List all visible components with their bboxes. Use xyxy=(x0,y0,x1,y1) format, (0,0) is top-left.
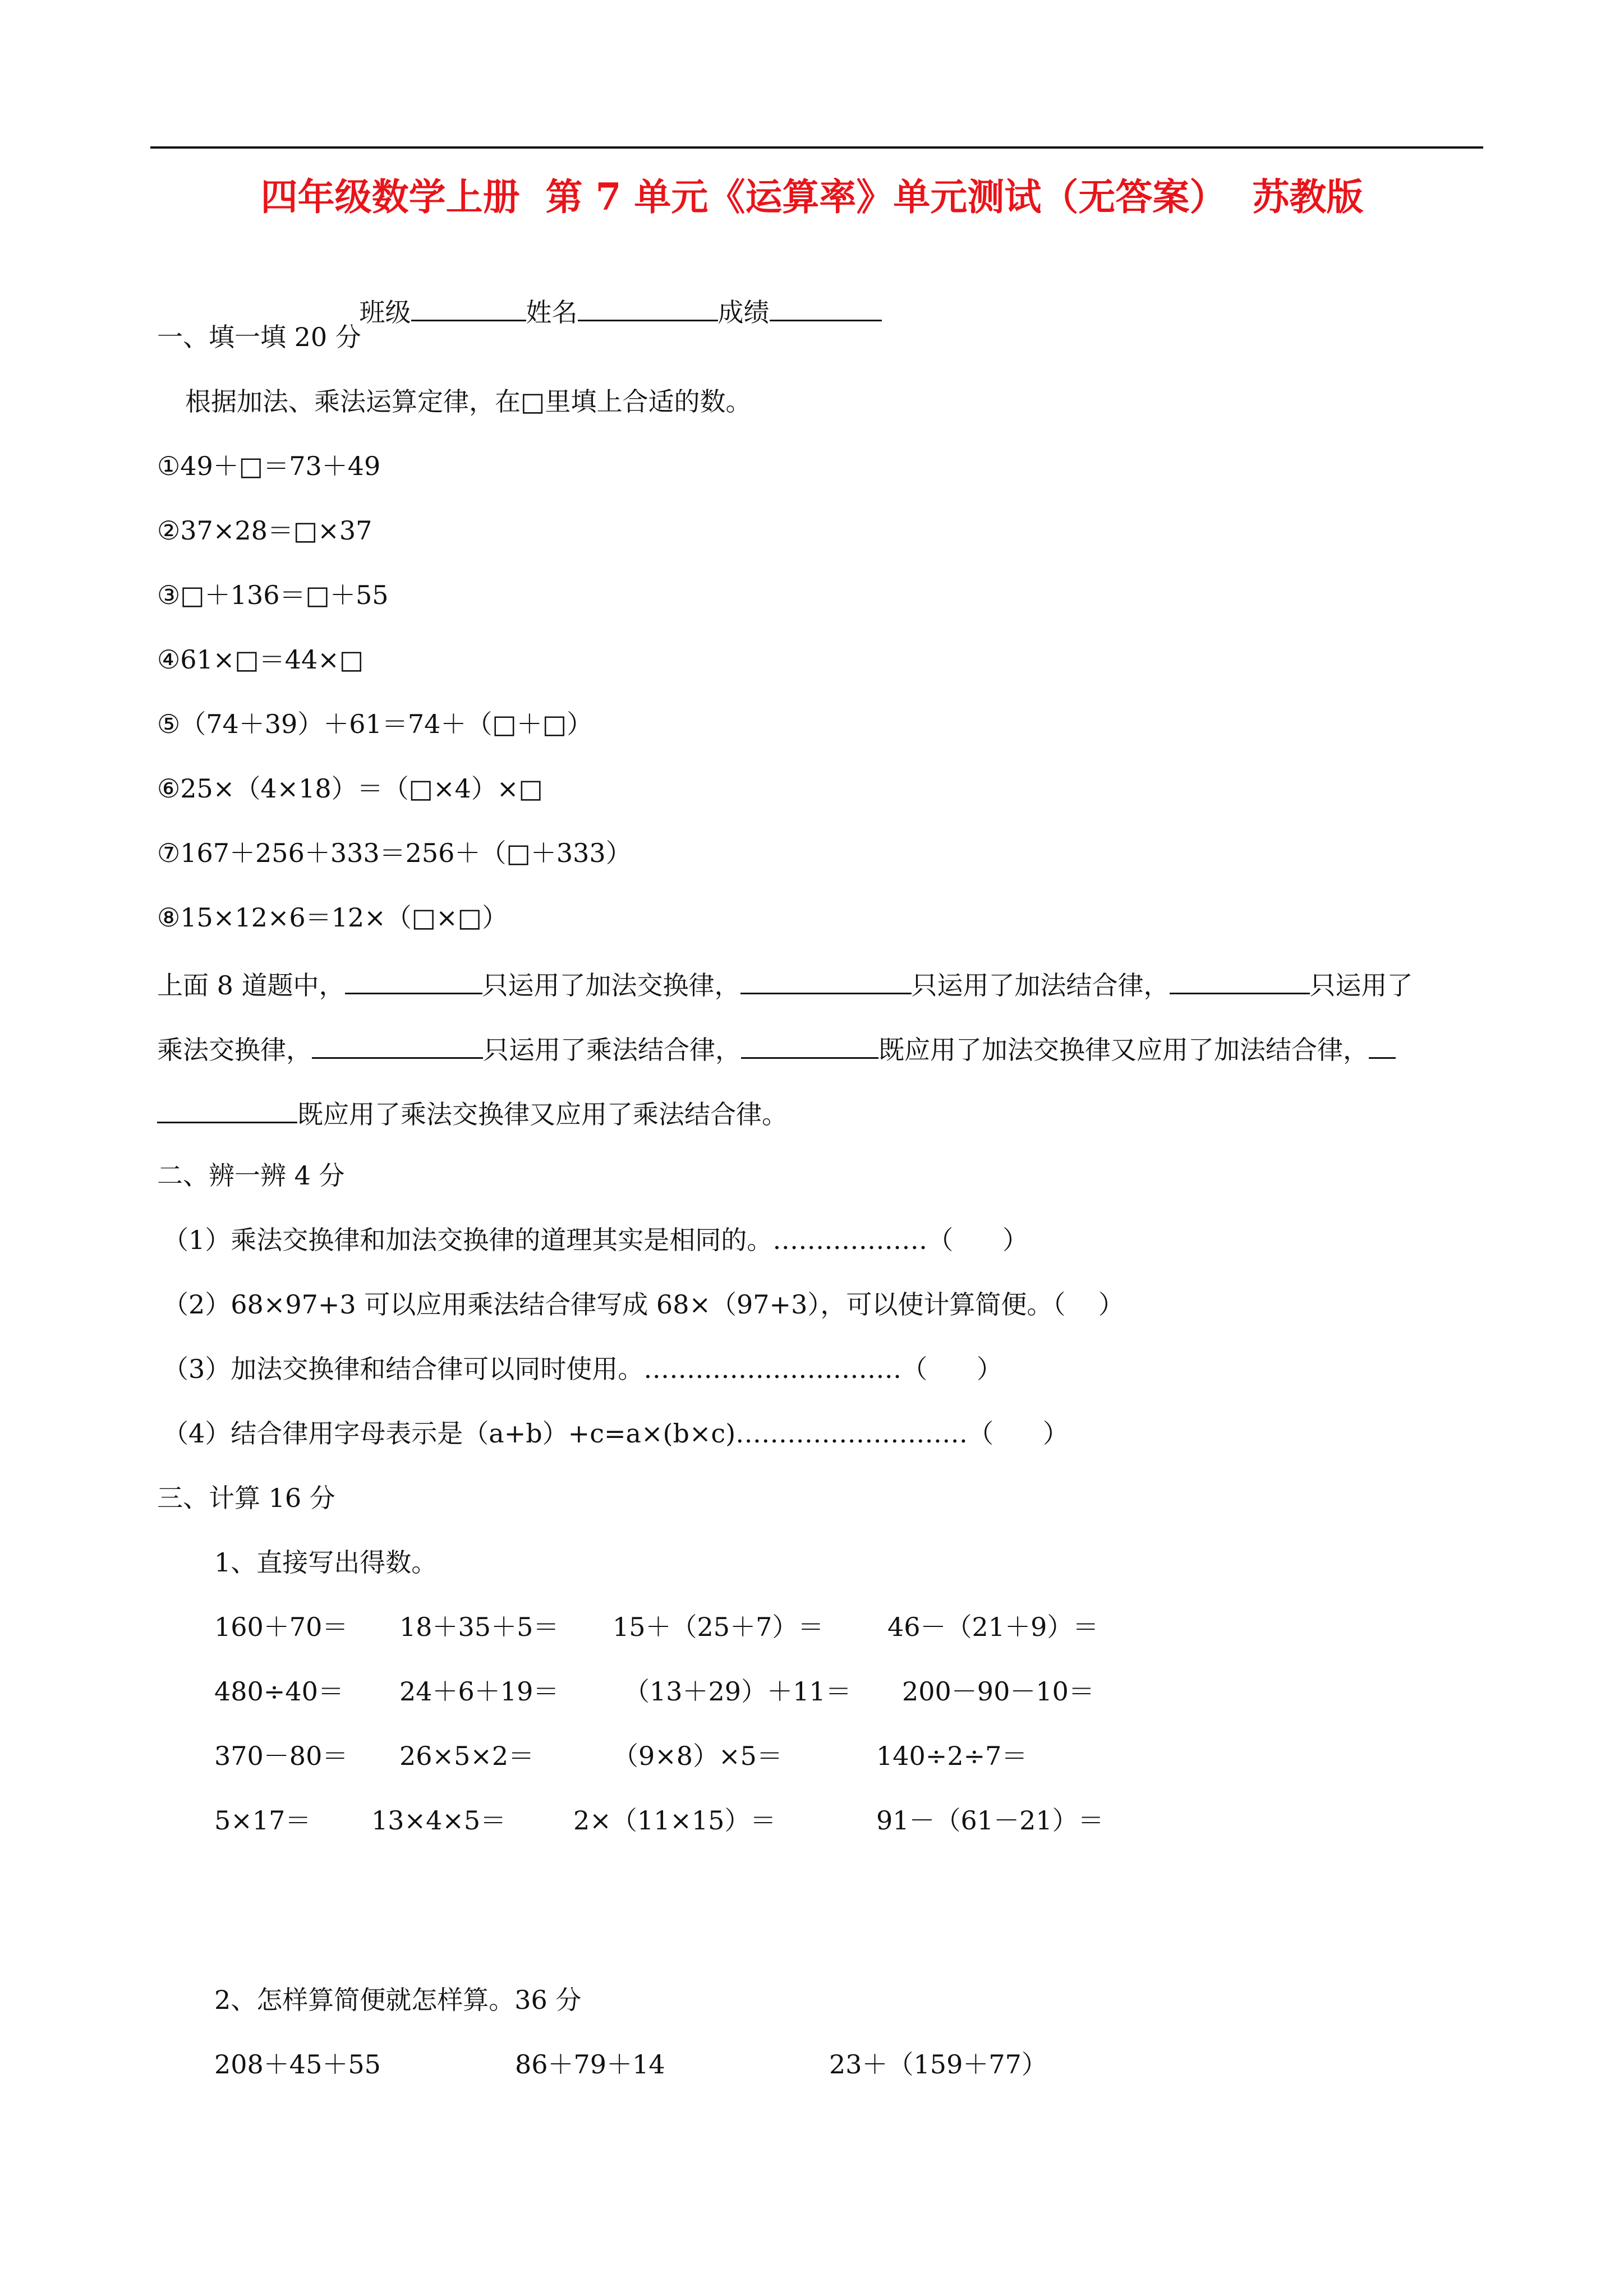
calc-item: 5×17＝ xyxy=(214,1805,311,1836)
calc-item: 24＋6＋19＝ xyxy=(399,1676,559,1707)
simplify-item: 86＋79＋14 xyxy=(515,2049,665,2080)
summary-text: 只运用了乘法结合律， xyxy=(483,1035,741,1065)
calc-item: 13×4×5＝ xyxy=(371,1805,507,1836)
fill-item: ④61×□＝44×□ xyxy=(157,644,364,675)
calc-item: 370－80＝ xyxy=(214,1741,348,1771)
calc-item: 160＋70＝ xyxy=(214,1612,348,1642)
calc-item: （13＋29）＋11＝ xyxy=(624,1676,852,1707)
judge-item: （4）结合律用字母表示是（a+b）+c=a×(b×c)………………………（ ） xyxy=(163,1418,1069,1449)
summary-text: 只运用了加法结合律， xyxy=(911,970,1170,1001)
answer-blank[interactable] xyxy=(741,1029,878,1059)
summary-text: 只运用了 xyxy=(1309,970,1413,1001)
judge-item: （1）乘法交换律和加法交换律的道理其实是相同的。………………（ ） xyxy=(163,1225,1028,1255)
summary-text: 只运用了加法交换律， xyxy=(482,970,740,1001)
header-rule xyxy=(150,146,1483,149)
fill-item: ⑦167＋256＋333＝256＋（□＋333） xyxy=(157,838,632,868)
judge-item: （3）加法交换律和结合律可以同时使用。…………………………（ ） xyxy=(163,1354,1002,1384)
summary-text: 既应用了乘法交换律又应用了乘法结合律。 xyxy=(297,1099,788,1129)
calc-item: 2×（11×15）＝ xyxy=(573,1805,776,1836)
part1-title: 1、直接写出得数。 xyxy=(214,1547,438,1578)
summary-line-1 xyxy=(157,965,1413,1003)
calc-item: 26×5×2＝ xyxy=(399,1741,535,1771)
summary-text: 既应用了加法交换律又应用了加法结合律， xyxy=(878,1035,1369,1065)
fill-item: ⑤（74＋39）＋61＝74＋（□＋□） xyxy=(157,709,593,739)
score-blank[interactable] xyxy=(770,292,882,321)
summary-line-3 xyxy=(157,1094,788,1132)
student-info-line xyxy=(326,257,882,365)
answer-blank[interactable] xyxy=(1369,1029,1396,1059)
calc-item: 91－（61－21）＝ xyxy=(876,1805,1104,1836)
answer-blank[interactable] xyxy=(345,965,482,994)
score-label: 成绩 xyxy=(717,297,770,328)
summary-text: 乘法交换律， xyxy=(157,1035,312,1065)
section1-heading: 一、填一填 20 分 xyxy=(157,322,361,352)
name-blank[interactable] xyxy=(578,292,718,321)
calc-item: 140÷2÷7＝ xyxy=(876,1741,1028,1771)
answer-blank[interactable] xyxy=(157,1094,297,1123)
calc-item: 15＋（25＋7）＝ xyxy=(613,1612,824,1642)
simplify-item: 23＋（159＋77） xyxy=(829,2049,1047,2080)
summary-line-2 xyxy=(157,1029,1396,1067)
judge-item: （2）68×97+3 可以应用乘法结合律写成 68×（97+3），可以使计算简便。（ ） xyxy=(163,1289,1124,1320)
class-blank[interactable] xyxy=(411,292,526,321)
calc-item: 46－（21＋9）＝ xyxy=(887,1612,1099,1642)
section1-intro: 根据加法、乘法运算定律，在□里填上合适的数。 xyxy=(185,386,752,417)
fill-item: ⑥25×（4×18）＝（□×4）×□ xyxy=(157,773,543,804)
answer-blank[interactable] xyxy=(312,1029,483,1059)
fill-item: ⑧15×12×6＝12×（□×□） xyxy=(157,902,508,933)
fill-item: ③□＋136＝□＋55 xyxy=(157,580,389,610)
answer-blank[interactable] xyxy=(1170,965,1310,994)
summary-text: 上面 8 道题中， xyxy=(157,970,345,1001)
calc-item: （9×8）×5＝ xyxy=(613,1741,783,1771)
answer-blank[interactable] xyxy=(740,965,912,994)
fill-item: ②37×28＝□×37 xyxy=(157,515,372,546)
fill-item: ①49＋□＝73＋49 xyxy=(157,451,381,481)
section3-heading: 三、计算 16 分 xyxy=(157,1483,335,1513)
class-label: 班级 xyxy=(359,297,411,328)
calc-item: 200－90－10＝ xyxy=(902,1676,1094,1707)
page-title: 四年级数学上册 第 7 单元《运算率》单元测试（无答案） 苏教版 xyxy=(260,175,1364,219)
section2-heading: 二、辨一辨 4 分 xyxy=(157,1160,345,1191)
name-label: 姓名 xyxy=(526,297,578,328)
simplify-item: 208＋45＋55 xyxy=(214,2049,381,2080)
calc-item: 18＋35＋5＝ xyxy=(399,1612,559,1642)
calc-item: 480÷40＝ xyxy=(214,1676,344,1707)
part2-title: 2、怎样算简便就怎样算。36 分 xyxy=(214,1985,582,2015)
